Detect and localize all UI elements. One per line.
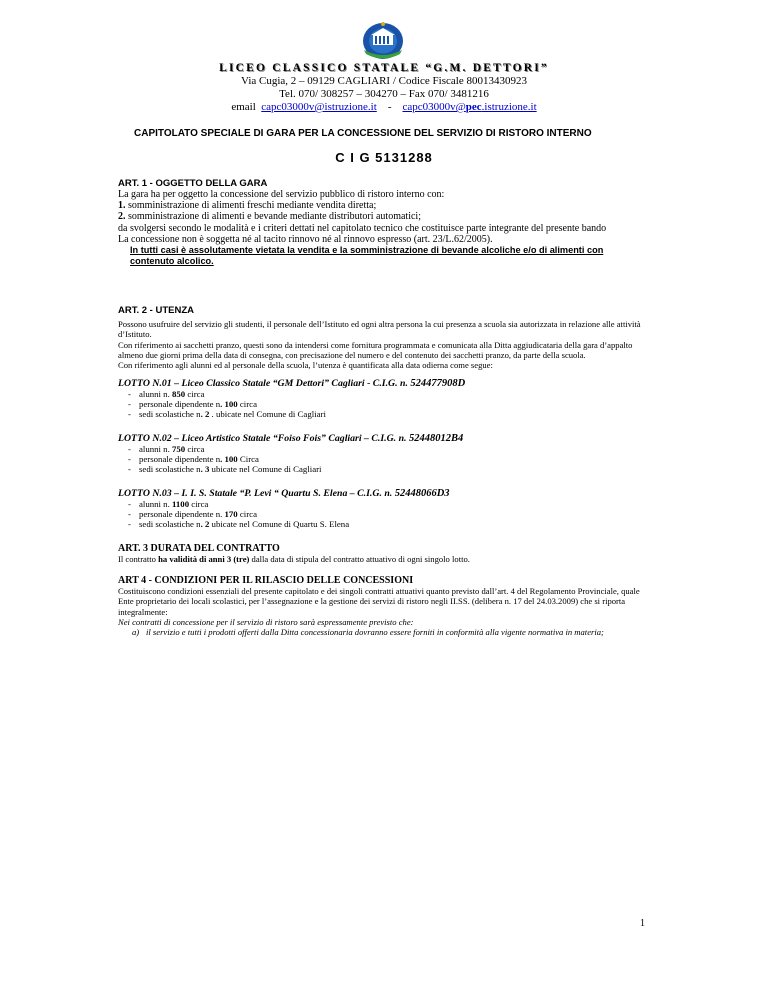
document-title: CAPITOLATO SPECIALE DI GARA PER LA CONCESSIONE DEL SERVIZIO DI RISTORO INTERNO <box>134 128 592 139</box>
article-1-intro: La gara ha per oggetto la concessione del servizio pubblico di ristoro interno con: <box>118 189 445 200</box>
pec-email-link[interactable]: capc03000v@pec.istruzione.it <box>402 101 537 113</box>
article-3-text: Il contratto ha validità di anni 3 (tre) dalla data di stipula del contratto attuativo di ogni singolo lotto. <box>118 554 470 564</box>
article-2-heading: ART. 2 - UTENZA <box>118 305 194 316</box>
school-letterhead <box>0 62 768 114</box>
article-4-heading: ART 4 - CONDIZIONI PER IL RILASCIO DELLE CONCESSIONI <box>118 575 414 586</box>
lot-title: LOTTO N.03 – I. I. S. Statale “P. Levi “ Quartu S. Elena – C.I.G. n. 52448066D3 <box>118 488 450 499</box>
article-4 <box>118 575 650 637</box>
article-1-renewal: La concessione non è soggetta né al tacito rinnovo né al rinnovo espresso (art. 23/L.62/2005). <box>118 233 493 245</box>
school-address: Via Cugia, 2 – 09129 CAGLIARI / Codice Fiscale 80013430923 <box>241 75 527 87</box>
article-2-paragraph: Con riferimento ai sacchetti pranzo, questi sono da intendersi come fornitura programmata e comunicata alla Ditta aggiudicataria della gara d’appalto almeno due giorni prima della data di consegna, con precisazione del numero e del contenuto dei sacchetti pranzo, da parte della scuola. <box>118 339 633 360</box>
lot-item: - alunni n. 850 circa <box>128 389 205 399</box>
page-number: 1 <box>640 918 645 929</box>
article-4-clause-a: a) il servizio e tutti i prodotti offerti dalla Ditta concessionaria dovranno essere forniti in conformità alla vigente normativa in materia; <box>132 627 604 638</box>
school-logo-icon <box>358 20 408 62</box>
lot-3 <box>118 488 650 530</box>
article-2-paragraph: Possono usufruire del servizio gli studenti, il personale dell’Istituto ed ogni altra persona la cui presenza a scuola sia autorizzata in relazione alle attività d’Istituto. <box>118 319 641 340</box>
school-email <box>0 101 768 114</box>
article-3-heading: ART. 3 DURATA DEL CONTRATTO <box>118 543 280 554</box>
lot-item: - sedi scolastiche n. 2 . ubicate nel Comune di Cagliari <box>128 409 326 420</box>
lot-item: - alunni n. 750 circa <box>128 444 205 454</box>
lot-2 <box>118 433 650 475</box>
article-1-item-1: 1. somministrazione di alimenti freschi mediante vendita diretta; <box>118 200 377 212</box>
email-label: email <box>231 101 256 113</box>
article-4-intro: Nei contratti di concessione per il servizio di ristoro sarà espressamente previsto che: <box>118 616 414 627</box>
email-separator: - <box>387 101 392 113</box>
lot-title: LOTTO N.02 – Liceo Artistico Statale “Foiso Fois” Cagliari – C.I.G. n. 52448012B4 <box>118 433 464 444</box>
lot-item: - personale dipendente n. 100 circa <box>128 399 257 410</box>
lot-title: LOTTO N.01 – Liceo Classico Statale “GM Dettori” Cagliari - C.I.G. n. 524477908D <box>118 378 466 389</box>
lot-1 <box>118 378 650 420</box>
article-1 <box>118 178 650 267</box>
article-1-heading: ART. 1 - OGGETTO DELLA GARA <box>118 178 268 189</box>
article-3 <box>118 543 650 564</box>
alcohol-warning: In tutti casi è assolutamente vietata la vendita e la somministrazione di bevande alcoliche e/o di alimenti con contenuto alcolico. <box>130 245 604 267</box>
article-2-paragraph: Con riferimento agli alunni ed al personale della scuola, l’utenza è quantificata alla data odierna come segue: <box>118 360 493 371</box>
lot-item: - alunni n. 1100 circa <box>128 499 209 509</box>
article-4-paragraph: Costituiscono condizioni essenziali del presente capitolato e dei singoli contratti attuativi quanto previsto dall’art. 4 del Regolamento Provinciale, quale Ente proprietario dei locali scolastici, per l’assegnazione e la gestione dei servizi di ristoro negli II.SS. (delibera n. 17 del 24.03.2009) che si riporta integralmente: <box>118 586 640 617</box>
lot-item: - sedi scolastiche n. 2 ubicate nel Comune di Quartu S. Elena <box>128 519 350 530</box>
lot-item: - personale dipendente n. 100 Circa <box>128 454 259 465</box>
school-phone: Tel. 070/ 308257 – 304270 – Fax 070/ 3481216 <box>279 88 489 100</box>
cig-code: C I G 5131288 <box>335 150 433 165</box>
school-name: LICEO CLASSICO STATALE “G.M. DETTORI” <box>219 62 549 74</box>
article-1-item-2: 2. somministrazione di alimenti e bevande mediante distributori automatici; <box>118 211 421 223</box>
lot-item: - sedi scolastiche n. 3 ubicate nel Comune di Cagliari <box>128 464 322 475</box>
email-link[interactable]: capc03000v@istruzione.it <box>261 101 377 113</box>
lot-item: - personale dipendente n. 170 circa <box>128 509 257 520</box>
article-1-body: da svolgersi secondo le modalità e i criteri dettati nel capitolato tecnico che costituisce parte integrante del presente bando <box>118 222 607 234</box>
article-2 <box>118 305 650 370</box>
